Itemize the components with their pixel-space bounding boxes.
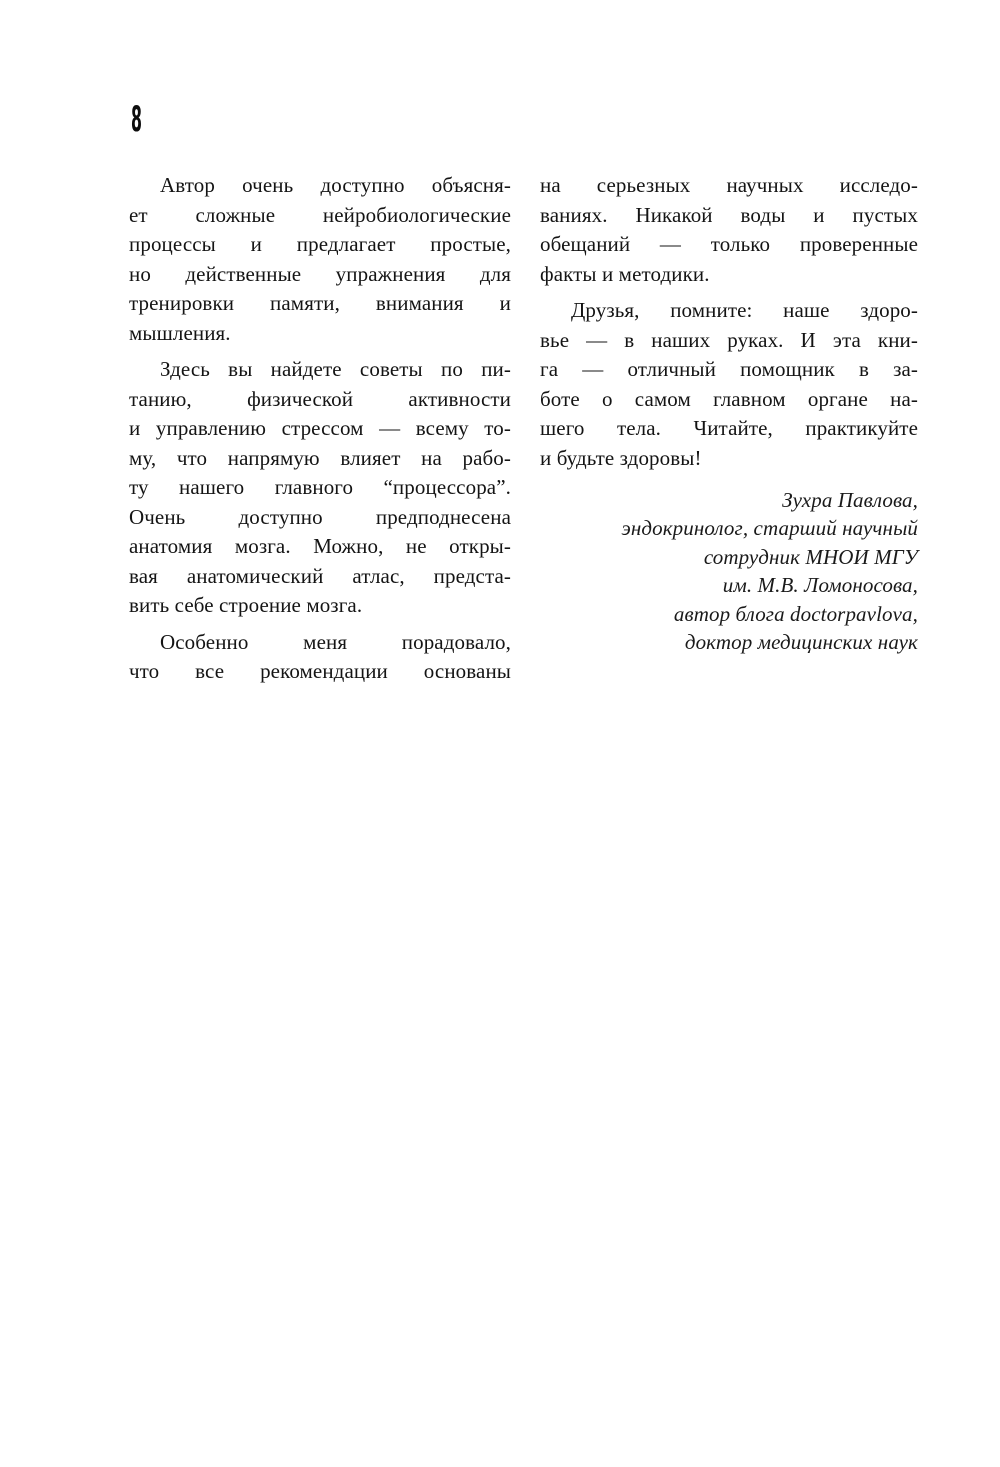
text-line: Особенно меня порадовало, — [160, 629, 511, 654]
text-line: анатомия мозга. Можно, не откры- — [129, 534, 511, 558]
right-column-paragraphs — [540, 171, 918, 473]
paragraph — [129, 628, 511, 687]
text-line: тренировки памяти, внимания и — [129, 291, 511, 315]
text-line: Здесь вы найдете советы по пи- — [160, 357, 511, 381]
signature-line: доктор медицинских наук — [684, 630, 918, 655]
text-line: Автор очень доступно объясня- — [160, 173, 511, 197]
text-line: и управлению стрессом — всему то- — [129, 416, 511, 440]
page-number: 8 — [131, 100, 142, 140]
text-line: мышления. — [129, 320, 231, 345]
text-line: му, что напрямую влияет на рабо- — [129, 445, 511, 470]
text-line: вье — в наших руках. И эта кни- — [540, 327, 918, 352]
text-line: и будьте здоровы! — [540, 445, 702, 470]
text-line: танию, физической активности — [129, 386, 511, 411]
text-line: обещаний — только проверенные — [540, 232, 918, 256]
text-line: вить себе строение мозга. — [129, 593, 363, 617]
text-line: ет сложные нейробиологические — [129, 202, 511, 227]
signature-block — [540, 486, 918, 656]
signature-line: им. М.В. Ломоносова, — [722, 573, 918, 598]
text-line: вая анатомический атлас, предста- — [129, 563, 511, 588]
signature-line: автор блога doctorpavlova, — [673, 601, 918, 626]
text-line: факты и методики. — [540, 261, 710, 286]
text-line: но действенные упражнения для — [129, 261, 511, 286]
text-line: что все рекомендации основаны — [129, 659, 511, 683]
text-column-left — [129, 171, 511, 694]
text-line: шего тела. Читайте, практикуйте — [540, 416, 918, 440]
text-line: ваниях. Никакой воды и пустых — [540, 202, 918, 227]
text-line: Друзья, помните: наше здоро- — [571, 298, 918, 322]
text-line: га — отличный помощник в за- — [540, 357, 918, 381]
text-column-right — [540, 171, 918, 656]
signature-line: сотрудник МНОИ МГУ — [703, 544, 918, 569]
text-line: процессы и предлагает простые, — [129, 232, 511, 256]
signature-line: эндокринолог, старший научный — [621, 516, 918, 541]
text-line: Очень доступно предподнесена — [129, 504, 511, 529]
signature-line: Зухра Павлова, — [782, 488, 918, 512]
paragraph — [540, 296, 918, 473]
paragraph — [540, 171, 918, 289]
text-line: боте о самом главном органе на- — [540, 386, 918, 411]
text-line: на серьезных научных исследо- — [540, 173, 918, 197]
paragraph — [129, 355, 511, 621]
text-line: ту нашего главного “процессора”. — [129, 475, 511, 499]
paragraph — [129, 171, 511, 348]
